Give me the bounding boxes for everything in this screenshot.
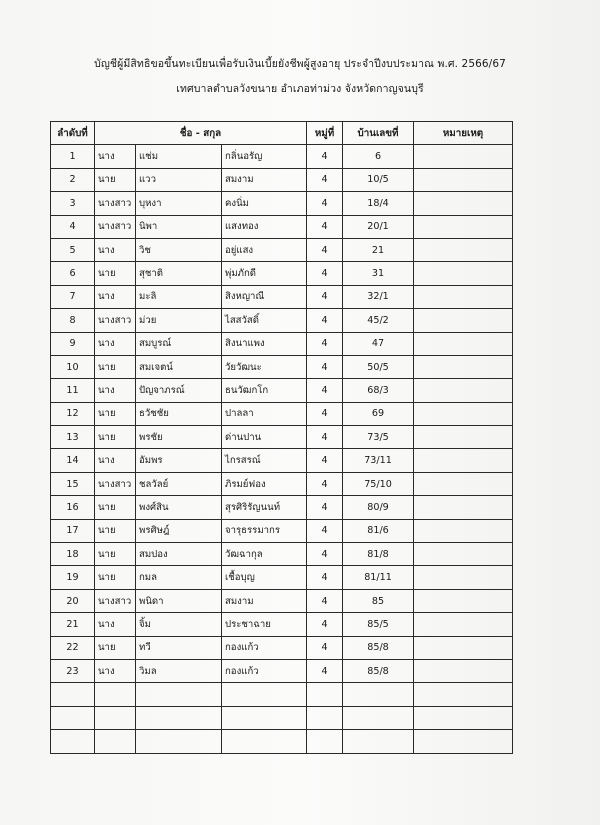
row-house-number: 20/1 [343, 215, 414, 238]
row-first-name: สมปอง [136, 543, 222, 566]
header-number: ลำดับที่ [51, 122, 95, 145]
row-house-number: 6 [343, 145, 414, 168]
row-number: 2 [51, 168, 95, 191]
table-row [51, 402, 513, 425]
row-number: 18 [51, 543, 95, 566]
table-row [51, 309, 513, 332]
row-first-name: ม่วย [136, 309, 222, 332]
row-first-name: บุหงา [136, 192, 222, 215]
table-row [51, 192, 513, 215]
row-notes [414, 355, 513, 378]
row-number [51, 706, 95, 729]
row-notes [414, 519, 513, 542]
row-notes [414, 543, 513, 566]
table-row [51, 589, 513, 612]
row-village: 4 [307, 589, 343, 612]
row-first-name: มะลิ [136, 285, 222, 308]
row-village: 4 [307, 145, 343, 168]
row-last-name: สุรศิริรัญนนท์ [222, 496, 307, 519]
row-name-title: นางสาว [95, 472, 136, 495]
table-row [51, 168, 513, 191]
row-name-title: นางสาว [95, 215, 136, 238]
row-village: 4 [307, 238, 343, 261]
row-house-number: 31 [343, 262, 414, 285]
row-village: 4 [307, 449, 343, 472]
row-house-number [343, 683, 414, 706]
row-village: 4 [307, 402, 343, 425]
row-village [307, 730, 343, 753]
table-row [51, 285, 513, 308]
row-name-title: นางสาว [95, 192, 136, 215]
row-house-number: 81/11 [343, 566, 414, 589]
row-house-number: 69 [343, 402, 414, 425]
row-village: 4 [307, 285, 343, 308]
row-first-name: ปัญจาภรณ์ [136, 379, 222, 402]
row-number: 21 [51, 613, 95, 636]
row-house-number: 85/8 [343, 636, 414, 659]
row-house-number: 85/8 [343, 659, 414, 682]
row-notes [414, 168, 513, 191]
row-name-title: นาย [95, 496, 136, 519]
row-last-name: ปาลลา [222, 402, 307, 425]
row-last-name: วัฒฉากุล [222, 543, 307, 566]
row-house-number: 75/10 [343, 472, 414, 495]
row-first-name: กมล [136, 566, 222, 589]
row-house-number: 10/5 [343, 168, 414, 191]
table-row [51, 426, 513, 449]
row-village: 4 [307, 496, 343, 519]
row-last-name: ประชาฉาย [222, 613, 307, 636]
row-name-title: นางสาว [95, 589, 136, 612]
row-last-name: กองแก้ว [222, 659, 307, 682]
row-notes [414, 332, 513, 355]
row-number: 5 [51, 238, 95, 261]
row-last-name: ไกรสรณ์ [222, 449, 307, 472]
row-notes [414, 683, 513, 706]
row-number: 16 [51, 496, 95, 519]
row-number: 14 [51, 449, 95, 472]
row-house-number: 81/6 [343, 519, 414, 542]
table-row [51, 683, 513, 706]
row-name-title: นาง [95, 613, 136, 636]
row-last-name: จารุธรรมากร [222, 519, 307, 542]
row-name-title [95, 706, 136, 729]
row-number: 10 [51, 355, 95, 378]
row-village: 4 [307, 192, 343, 215]
row-first-name: พรศิษฎ์ [136, 519, 222, 542]
row-village: 4 [307, 215, 343, 238]
row-notes [414, 192, 513, 215]
row-last-name: ภิรมย์ฟอง [222, 472, 307, 495]
table-row [51, 706, 513, 729]
row-notes [414, 215, 513, 238]
row-number: 8 [51, 309, 95, 332]
row-name-title: นาย [95, 262, 136, 285]
table-row [51, 613, 513, 636]
row-first-name: จิ้ม [136, 613, 222, 636]
row-number: 13 [51, 426, 95, 449]
row-name-title: นาย [95, 543, 136, 566]
row-village [307, 683, 343, 706]
row-last-name: กลิ่นอรัญ [222, 145, 307, 168]
table-row [51, 659, 513, 682]
table-row [51, 472, 513, 495]
row-number: 20 [51, 589, 95, 612]
row-house-number [343, 730, 414, 753]
document-title: บัญชีผู้มีสิทธิขอขึ้นทะเบียนเพื่อรับเงินเบี้ยยังชีพผู้สูงอายุ ประจำปีงบประมาณ พ.ศ. 2566/67 [94, 58, 506, 70]
row-notes [414, 379, 513, 402]
row-first-name: วิมล [136, 659, 222, 682]
row-house-number: 18/4 [343, 192, 414, 215]
header-name: ชื่อ - สกุล [95, 122, 307, 145]
row-name-title: นาง [95, 379, 136, 402]
row-notes [414, 472, 513, 495]
row-notes [414, 613, 513, 636]
table-row [51, 566, 513, 589]
row-last-name: ธนวัฒกโก [222, 379, 307, 402]
row-village: 4 [307, 636, 343, 659]
row-village: 4 [307, 309, 343, 332]
table-row [51, 238, 513, 261]
row-house-number: 73/5 [343, 426, 414, 449]
row-number: 17 [51, 519, 95, 542]
row-name-title: นาง [95, 238, 136, 261]
row-number: 19 [51, 566, 95, 589]
table-row [51, 379, 513, 402]
row-last-name [222, 683, 307, 706]
row-first-name: พงศ์สิน [136, 496, 222, 519]
row-notes [414, 636, 513, 659]
row-notes [414, 145, 513, 168]
row-notes [414, 238, 513, 261]
row-first-name [136, 683, 222, 706]
row-last-name: พุ่มภักดี [222, 262, 307, 285]
row-name-title [95, 683, 136, 706]
row-notes [414, 309, 513, 332]
row-number [51, 730, 95, 753]
row-house-number: 21 [343, 238, 414, 261]
table-row [51, 519, 513, 542]
row-name-title: นาย [95, 636, 136, 659]
row-village: 4 [307, 543, 343, 566]
row-number: 3 [51, 192, 95, 215]
row-first-name: แวว [136, 168, 222, 191]
row-number: 12 [51, 402, 95, 425]
row-first-name: แช่ม [136, 145, 222, 168]
row-number: 7 [51, 285, 95, 308]
row-notes [414, 730, 513, 753]
row-first-name: นิพา [136, 215, 222, 238]
row-village [307, 706, 343, 729]
row-first-name: พรชัย [136, 426, 222, 449]
row-name-title: นาง [95, 449, 136, 472]
row-first-name: วิช [136, 238, 222, 261]
row-notes [414, 589, 513, 612]
header-village: หมู่ที่ [307, 122, 343, 145]
row-last-name [222, 706, 307, 729]
row-village: 4 [307, 426, 343, 449]
row-name-title: นาย [95, 168, 136, 191]
row-number: 23 [51, 659, 95, 682]
row-first-name: พนิดา [136, 589, 222, 612]
row-number: 4 [51, 215, 95, 238]
row-village: 4 [307, 379, 343, 402]
row-house-number: 32/1 [343, 285, 414, 308]
row-name-title: นาง [95, 285, 136, 308]
row-house-number: 85 [343, 589, 414, 612]
row-village: 4 [307, 332, 343, 355]
table-row [51, 262, 513, 285]
row-house-number: 68/3 [343, 379, 414, 402]
header-notes: หมายเหตุ [414, 122, 513, 145]
row-village: 4 [307, 519, 343, 542]
row-notes [414, 659, 513, 682]
row-last-name: สิงหญาณี [222, 285, 307, 308]
row-number: 15 [51, 472, 95, 495]
table-row [51, 496, 513, 519]
row-notes [414, 706, 513, 729]
row-house-number: 45/2 [343, 309, 414, 332]
row-number [51, 683, 95, 706]
row-house-number: 81/8 [343, 543, 414, 566]
row-house-number: 85/5 [343, 613, 414, 636]
row-last-name: แสงทอง [222, 215, 307, 238]
row-name-title: นาง [95, 145, 136, 168]
row-house-number [343, 706, 414, 729]
row-name-title: นาย [95, 355, 136, 378]
row-last-name: กองแก้ว [222, 636, 307, 659]
table-header-row [51, 122, 513, 145]
row-notes [414, 566, 513, 589]
row-number: 1 [51, 145, 95, 168]
row-notes [414, 262, 513, 285]
table-row [51, 355, 513, 378]
row-village: 4 [307, 659, 343, 682]
row-name-title: นาย [95, 402, 136, 425]
row-notes [414, 449, 513, 472]
row-number: 9 [51, 332, 95, 355]
row-house-number: 73/11 [343, 449, 414, 472]
row-number: 6 [51, 262, 95, 285]
table-row [51, 543, 513, 566]
row-first-name: ธวัชชัย [136, 402, 222, 425]
row-number: 22 [51, 636, 95, 659]
row-village: 4 [307, 355, 343, 378]
document-subtitle: เทศบาลตำบลวังขนาย อำเภอท่าม่วง จังหวัดกาญจนบุรี [176, 83, 424, 95]
row-first-name: อัมพร [136, 449, 222, 472]
row-name-title: นาย [95, 519, 136, 542]
row-name-title: นางสาว [95, 309, 136, 332]
row-notes [414, 426, 513, 449]
table-row [51, 449, 513, 472]
row-notes [414, 496, 513, 519]
row-first-name [136, 706, 222, 729]
table-row [51, 215, 513, 238]
table-body [51, 145, 513, 753]
row-village: 4 [307, 472, 343, 495]
row-first-name: ชลวัลย์ [136, 472, 222, 495]
row-village: 4 [307, 613, 343, 636]
row-last-name: คงนิ่ม [222, 192, 307, 215]
row-last-name: สมงาม [222, 168, 307, 191]
table-row [51, 636, 513, 659]
row-number: 11 [51, 379, 95, 402]
row-house-number: 50/5 [343, 355, 414, 378]
row-last-name: อยู่แสง [222, 238, 307, 261]
row-first-name: สมเจตน์ [136, 355, 222, 378]
row-village: 4 [307, 566, 343, 589]
row-name-title: นาง [95, 332, 136, 355]
table-row [51, 145, 513, 168]
row-first-name: สมบูรณ์ [136, 332, 222, 355]
row-village: 4 [307, 262, 343, 285]
row-last-name: วัยวัฒนะ [222, 355, 307, 378]
row-name-title: นาย [95, 566, 136, 589]
row-last-name: เชื้อบุญ [222, 566, 307, 589]
row-name-title: นาย [95, 426, 136, 449]
table-row [51, 730, 513, 753]
row-notes [414, 402, 513, 425]
row-house-number: 47 [343, 332, 414, 355]
row-house-number: 80/9 [343, 496, 414, 519]
row-first-name [136, 730, 222, 753]
row-name-title [95, 730, 136, 753]
row-last-name: ไสสวัสดิ์ [222, 309, 307, 332]
beneficiary-table [50, 121, 513, 754]
row-last-name [222, 730, 307, 753]
row-name-title: นาง [95, 659, 136, 682]
row-village: 4 [307, 168, 343, 191]
row-first-name: ทวี [136, 636, 222, 659]
row-last-name: สิงนาแพง [222, 332, 307, 355]
table-row [51, 332, 513, 355]
row-notes [414, 285, 513, 308]
row-last-name: ด่านปาน [222, 426, 307, 449]
header-house-number: บ้านเลขที่ [343, 122, 414, 145]
row-first-name: สุชาติ [136, 262, 222, 285]
row-last-name: สมงาม [222, 589, 307, 612]
